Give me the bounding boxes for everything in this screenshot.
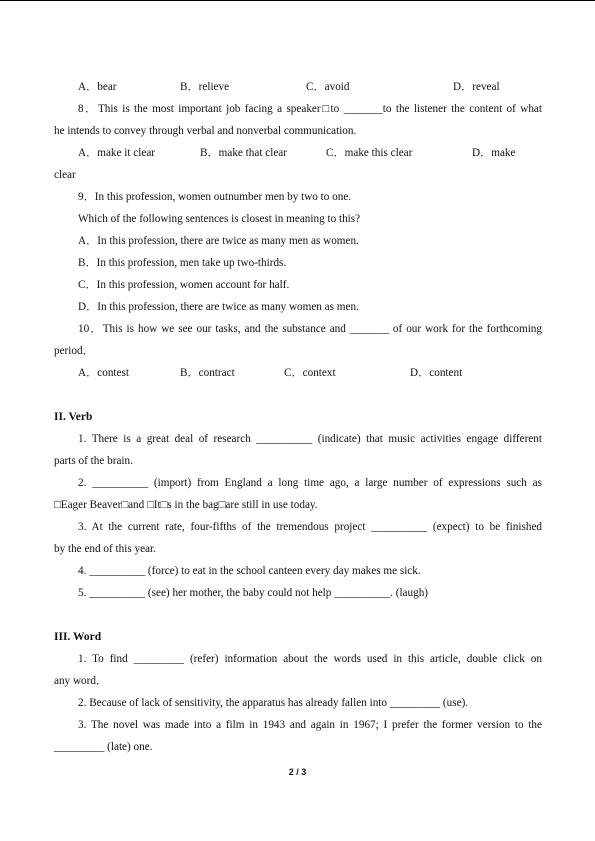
section-2-heading: II. Verb [54, 411, 93, 423]
q9-option-d: D．In this profession, there are twice as many women as men. [78, 301, 359, 313]
q9-option-c: C．In this profession, women account for half. [78, 279, 290, 291]
verb-item-1-line-2: parts of the brain. [54, 455, 133, 467]
verb-item-3-line-1: 3. At the current rate, four-fifths of the tremendous project __________ (expect) to be finished [78, 521, 542, 533]
q9-question: Which of the following sentences is closest in meaning to this? [78, 213, 361, 225]
q10-line-2: period． [54, 345, 94, 357]
q10-option-c: C．context [284, 367, 336, 379]
page-number: 2 / 3 [288, 767, 307, 777]
q8-line-1: 8．This is the most important job facing a speaker□to _______to the listener the content of what [78, 103, 542, 115]
q10-option-a: A．contest [78, 367, 129, 379]
q9-stem: 9．In this profession, women outnumber men by two to one. [78, 191, 352, 203]
q8-option-b: B．make that clear [200, 147, 287, 159]
word-item-1-line-1: 1. To find _________ (refer) information about the words used in this article, double click on [78, 653, 542, 665]
word-item-3-line-2: _________ (late) one. [54, 741, 153, 753]
q7-option-b: B．relieve [180, 81, 230, 93]
verb-item-5: 5. __________ (see) her mother, the baby could not help __________. (laugh) [78, 587, 429, 599]
q7-option-a: A．bear [78, 81, 117, 93]
q8-option-c: C．make this clear [326, 147, 413, 159]
verb-item-3-line-2: by the end of this year. [54, 543, 156, 555]
word-item-1-line-2: any word． [54, 675, 108, 687]
q8-option-a: A．make it clear [78, 147, 156, 159]
verb-item-4: 4. __________ (force) to eat in the school canteen every day makes me sick. [78, 565, 421, 577]
q7-option-c: C．avoid [306, 81, 350, 93]
q8-option-d: D．make [472, 147, 516, 159]
q8-options [78, 146, 548, 160]
q10-options [78, 366, 548, 380]
verb-item-2-line-2: □Eager Beaver□and □It□s in the bag□are still in use today. [54, 499, 318, 511]
word-item-2: 2. Because of lack of sensitivity, the apparatus has already fallen into _________ (use). [78, 697, 469, 709]
q10-option-b: B．contract [180, 367, 235, 379]
q9-option-b: B．In this profession, men take up two-thirds. [78, 257, 287, 269]
q8-line-2: he intends to convey through verbal and nonverbal communication. [54, 125, 357, 137]
q7-options [78, 80, 548, 94]
q10-option-d: D．content [410, 367, 463, 379]
verb-item-2-line-1: 2. __________ (import) from England a long time ago, a large number of expressions such as [78, 477, 542, 489]
word-item-3-line-1: 3. The novel was made into a film in 1943 and again in 1967; I prefer the former version to the [78, 719, 542, 731]
section-3-heading: III. Word [54, 631, 102, 643]
q10-line-1: 10．This is how we see our tasks, and the substance and _______ of our work for the forthcoming [78, 323, 542, 335]
q8-option-d-continued: clear [54, 169, 76, 181]
verb-item-1-line-1: 1. There is a great deal of research __________ (indicate) that music activities engage different [78, 433, 542, 445]
q9-option-a: A．In this profession, there are twice as many men as women. [78, 235, 359, 247]
q7-option-d: D．reveal [453, 81, 500, 93]
